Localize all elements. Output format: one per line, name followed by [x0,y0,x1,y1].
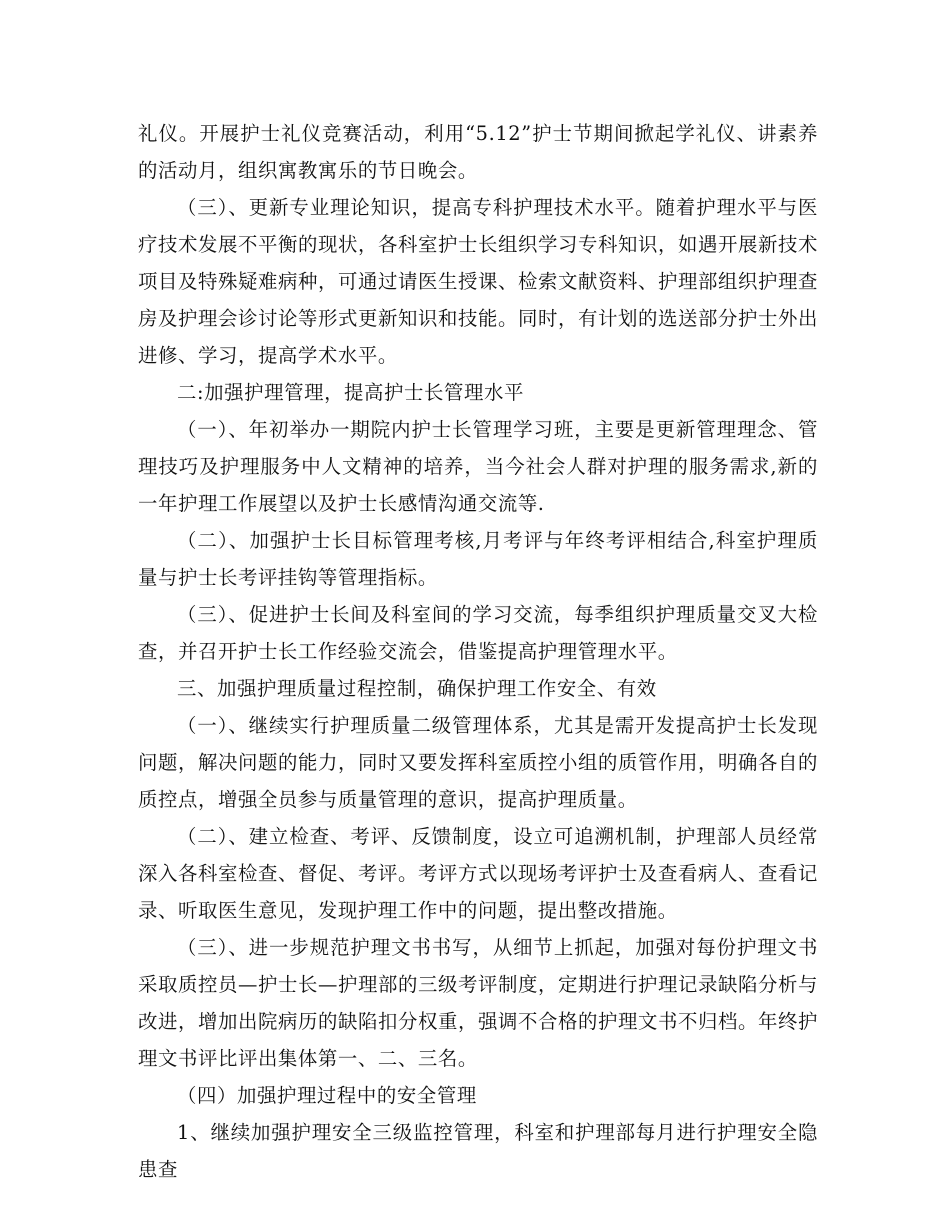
paragraph-3-3: （三）、进一步规范护理文书书写，从细节上抓起，加强对每份护理文书采取质控员—护士长—护理部的三级考评制度，定期进行护理记录缺陷分析与改进，增加出院病历的缺陷扣分权重，强调不合格的护理文书不归档。年终护理文书评比评出集体第一、二、三名。 [138,936,818,1070]
paragraph-3-1: （一）、继续实行护理质量二级管理体系，尤其是需开发提高护士长发现问题，解决问题的能力，同时又要发挥科室质控小组的质管作用，明确各自的质控点，增强全员参与质量管理的意识，提高护理质量。 [138,714,818,811]
paragraph-2-2: （二）、加强护士长目标管理考核,月考评与年终考评相结合,科室护理质量与护士长考评挂钩等管理指标。 [138,529,818,589]
document-page [138,115,818,1188]
paragraph-3-4-1: 1、继续加强护理安全三级监控管理，科室和护理部每月进行护理安全隐患查 [138,1121,818,1181]
subsection-heading-3-4: （四）加强护理过程中的安全管理 [177,1084,477,1107]
paragraph-2-1: （一）、年初举办一期院内护士长管理学习班，主要是更新管理理念、管理技巧及护理服务中人文精神的培养，当今社会人群对护理的服务需求,新的一年护理工作展望以及护士长感情沟通交流等. [138,418,818,515]
paragraph-liyi-continuation: 礼仪。开展护士礼仪竞赛活动，利用“5.12”护士节期间掀起学礼仪、讲素养的活动月，组织寓教寓乐的节日晚会。 [138,122,818,182]
section-heading-3: 三、加强护理质量过程控制，确保护理工作安全、有效 [177,677,657,700]
paragraph-update-knowledge: （三）、更新专业理论知识，提高专科护理技术水平。随着护理水平与医疗技术发展不平衡的现状，各科室护士长组织学习专科知识，如遇开展新技术项目及特殊疑难病种，可通过请医生授课、检索文献资料、护理部组织护理查房及护理会诊讨论等形式更新知识和技能。同时，有计划的选送部分护士外出进修、学习，提高学术水平。 [138,196,818,367]
paragraph-2-3: （三）、促进护士长间及科室间的学习交流，每季组织护理质量交叉大检查，并召开护士长工作经验交流会，借鉴提高护理管理水平。 [138,603,818,663]
paragraph-3-2: （二）、建立检查、考评、反馈制度，设立可追溯机制，护理部人员经常深入各科室检查、督促、考评。考评方式以现场考评护士及查看病人、查看记录、听取医生意见，发现护理工作中的问题，提出整改措施。 [138,825,818,922]
section-heading-2: 二:加强护理管理，提高护士长管理水平 [177,381,524,404]
